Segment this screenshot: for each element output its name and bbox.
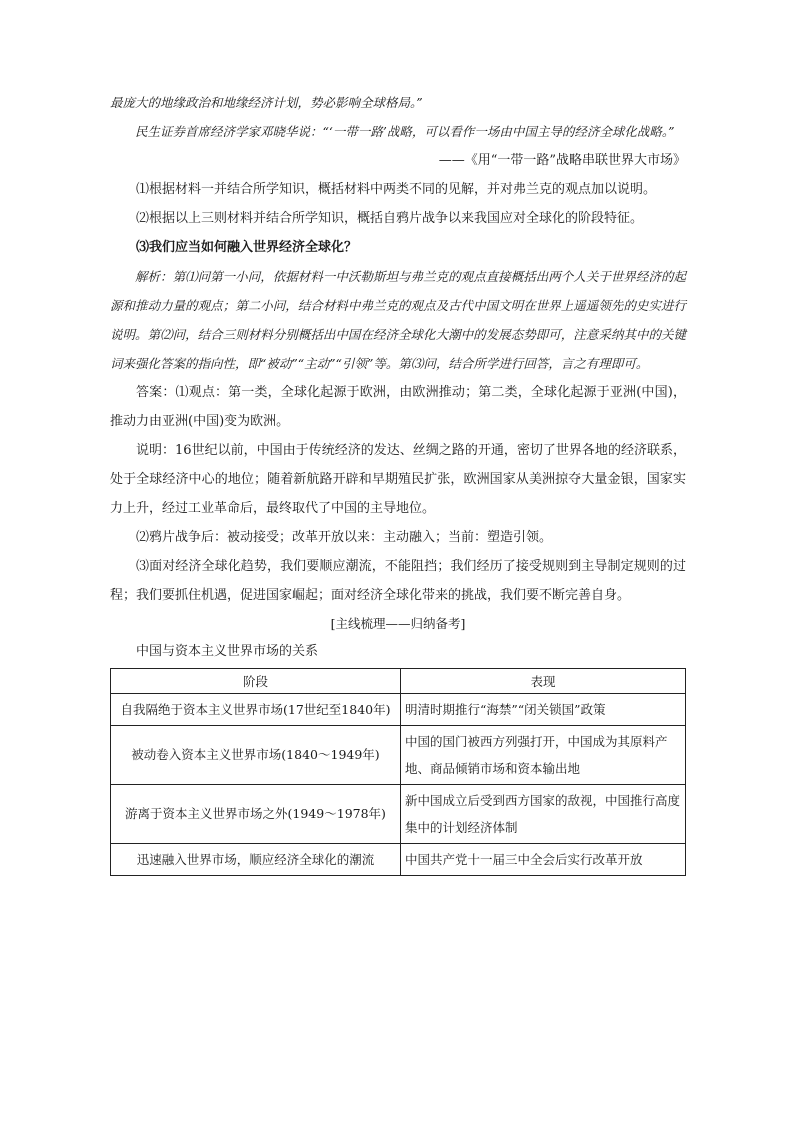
table-caption: 中国与资本主义世界市场的关系 [136,644,319,659]
desc-cell: 新中国成立后受到西方国家的敌视，中国推行高度集中的计划经济体制 [401,785,686,844]
desc-cell: 明清时期推行“海禁”“闭关锁国”政策 [401,694,686,726]
desc-cell: 中国共产党十一届三中全会后实行改革开放 [401,844,686,876]
question-3: ⑶我们应当如何融入世界经济全球化？ [136,240,358,255]
table-row [111,694,686,726]
header-stage: 阶段 [111,669,401,694]
answer-2: ⑵鸦片战争后：被动接受；改革开放以来：主动融入；当前：塑造引领。 [136,530,553,545]
table-row [111,785,686,844]
desc-cell: 中国的国门被西方列强打开，中国成为其原料产地、商品倾销市场和资本输出地 [401,726,686,785]
question-1: ⑴根据材料一并结合所学知识，概括材料中两类不同的见解，并对弗兰克的观点加以说明。 [136,182,657,197]
answer-1: 答案：⑴观点：第一类，全球化起源于欧洲，由欧洲推动；第二类，全球化起源于亚洲(中国)，推动力由亚洲(中国)变为欧洲。 [110,385,686,429]
stage-cell: 被动卷入资本主义世界市场(1840～1949年) [111,726,401,785]
table-header-row [111,669,686,694]
document-page [110,88,686,876]
answer-3: ⑶面对经济全球化趋势，我们要顺应潮流，不能阻挡；我们经历了接受规则到主导制定规则的过程；我们要抓住机遇，促进国家崛起；面对经济全球化带来的挑战，我们要不断完善自身。 [110,559,686,603]
stage-cell: 迅速融入世界市场，顺应经济全球化的潮流 [111,844,401,876]
question-2: ⑵根据以上三则材料并结合所学知识，概括自鸦片战争以来我国应对全球化的阶段特征。 [136,211,644,226]
material-line-1: 最庞大的地缘政治和地缘经济计划，势必影响全球格局。” [110,95,423,110]
stage-cell: 自我隔绝于资本主义世界市场(17世纪至1840年) [111,694,401,726]
header-desc: 表现 [401,669,686,694]
table-row [111,844,686,876]
table-row [111,726,686,785]
section-title: [主线梳理——归纳备考] [330,616,466,631]
material-source: ——《用“一带一路”战略串联世界大市场》 [438,153,686,168]
material-line-2: 民生证券首席经济学家邓晓华说：“‘一带一路’战略，可以看作一场由中国主导的经济全球化战略。” [135,124,675,139]
analysis-paragraph: 解析：第⑴问第一小问，依据材料一中沃勒斯坦与弗兰克的观点直接概括出两个人关于世界经济的起源和推动力量的观点；第二小问，结合材料中弗兰克的观点及古代中国文明在世界上遥遥领先的史实进行说明。第⑵问，结合三则材料分别概括出中国在经济全球化大潮中的发展态势即可，注意采纳其中的关键词来强化答案的指向性，即“被动”“主动”“引领”等。第⑶问，结合所学进行回答，言之有理即可。 [110,269,686,371]
relations-table [110,668,686,876]
answer-1-explanation: 说明：16世纪以前，中国由于传统经济的发达、丝绸之路的开通，密切了世界各地的经济联系，处于全球经济中心的地位；随着新航路开辟和早期殖民扩张，欧洲国家从美洲掠夺大量金银，国家实力上升，经过工业革命后，最终取代了中国的主导地位。 [110,443,686,516]
stage-cell: 游离于资本主义世界市场之外(1949～1978年) [111,785,401,844]
